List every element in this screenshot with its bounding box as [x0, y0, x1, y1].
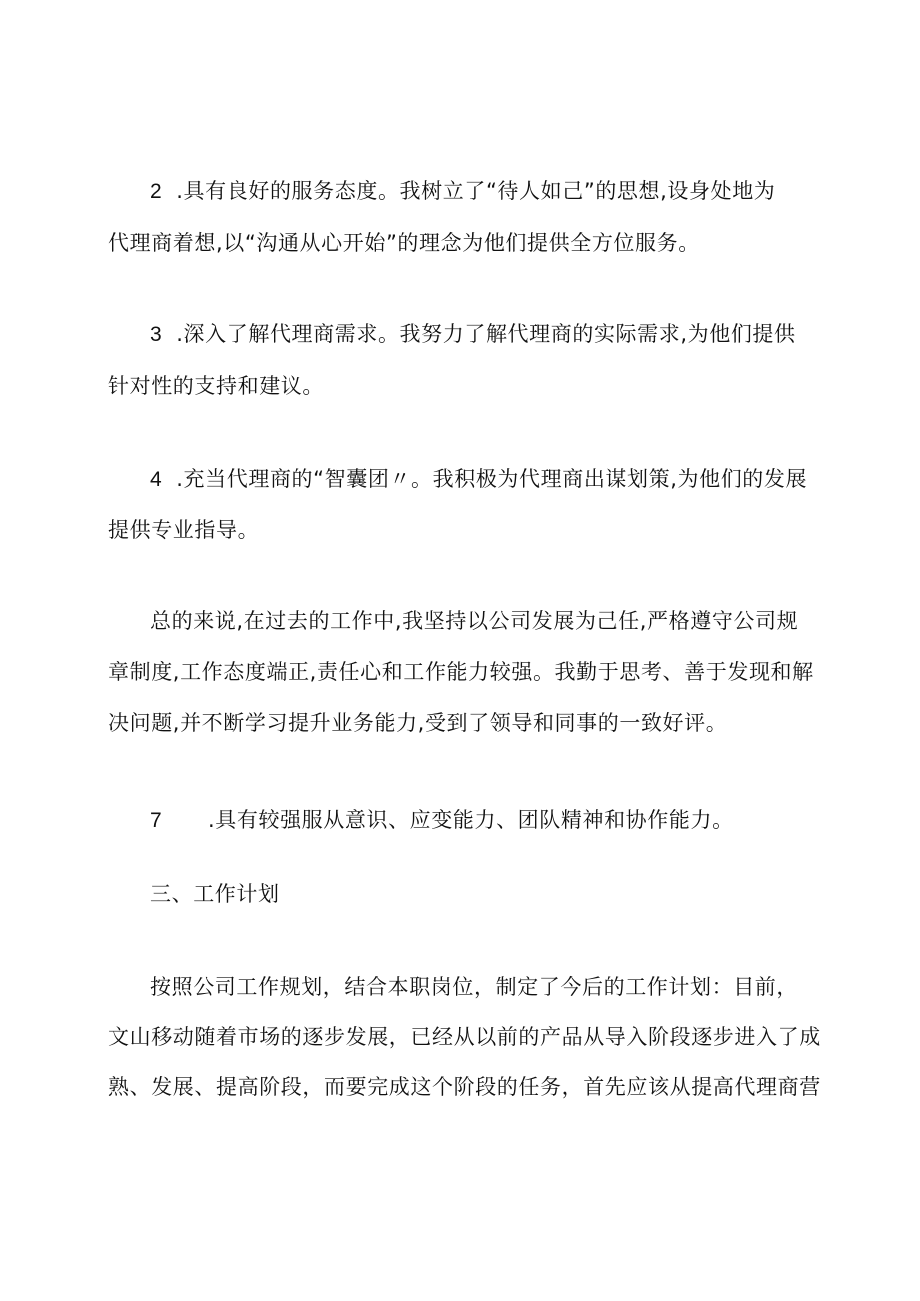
item-4-number: 4: [150, 468, 163, 491]
item-3-number: 3: [150, 323, 163, 346]
item-4-line-2: 提供专业指导。: [108, 518, 260, 542]
item-3-line-2: 针对性的支持和建议。: [108, 374, 324, 398]
item-2-text-1: .具有良好的服务态度。我树立了“待人如己”的思想,设身处地为: [176, 179, 776, 203]
item-7-text: .具有较强服从意识、应变能力、团队精神和协作能力。: [208, 808, 734, 832]
plan-line-2: 文山移动随着市场的逐步发展，已经从以前的产品从导入阶段逐步进入了成: [108, 1025, 821, 1049]
item-4-line-1: [150, 465, 807, 494]
item-2-line-2: 代理商着想,以“沟通从心开始”的理念为他们提供全方位服务。: [108, 231, 700, 255]
summary-line-2: 章制度,工作态度端正,责任心和工作能力较强。我勤于思考、善于发现和解: [108, 660, 814, 684]
item-2-number: 2: [150, 180, 163, 203]
item-3-line-1: [150, 320, 796, 349]
summary-line-3: 决问题,并不断学习提升业务能力,受到了领导和同事的一致好评。: [108, 711, 728, 735]
item-3-text-1: .深入了解代理商需求。我努力了解代理商的实际需求,为他们提供: [176, 322, 796, 346]
plan-line-3: 熟、发展、提高阶段，而要完成这个阶段的任务，首先应该从提高代理商营: [108, 1075, 821, 1099]
item-7-line: [150, 806, 734, 835]
item-7-number: 7: [150, 809, 163, 832]
summary-line-1: 总的来说,在过去的工作中,我坚持以公司发展为己任,严格遵守公司规: [150, 609, 799, 633]
item-4-text-1: .充当代理商的“智囊团〃。我积极为代理商出谋划策,为他们的发展: [176, 467, 808, 491]
section-heading: 三、工作计划: [150, 882, 280, 906]
plan-line-1: 按照公司工作规划，结合本职岗位，制定了今后的工作计划：目前，: [150, 975, 798, 999]
item-2-line-1: [150, 177, 775, 206]
